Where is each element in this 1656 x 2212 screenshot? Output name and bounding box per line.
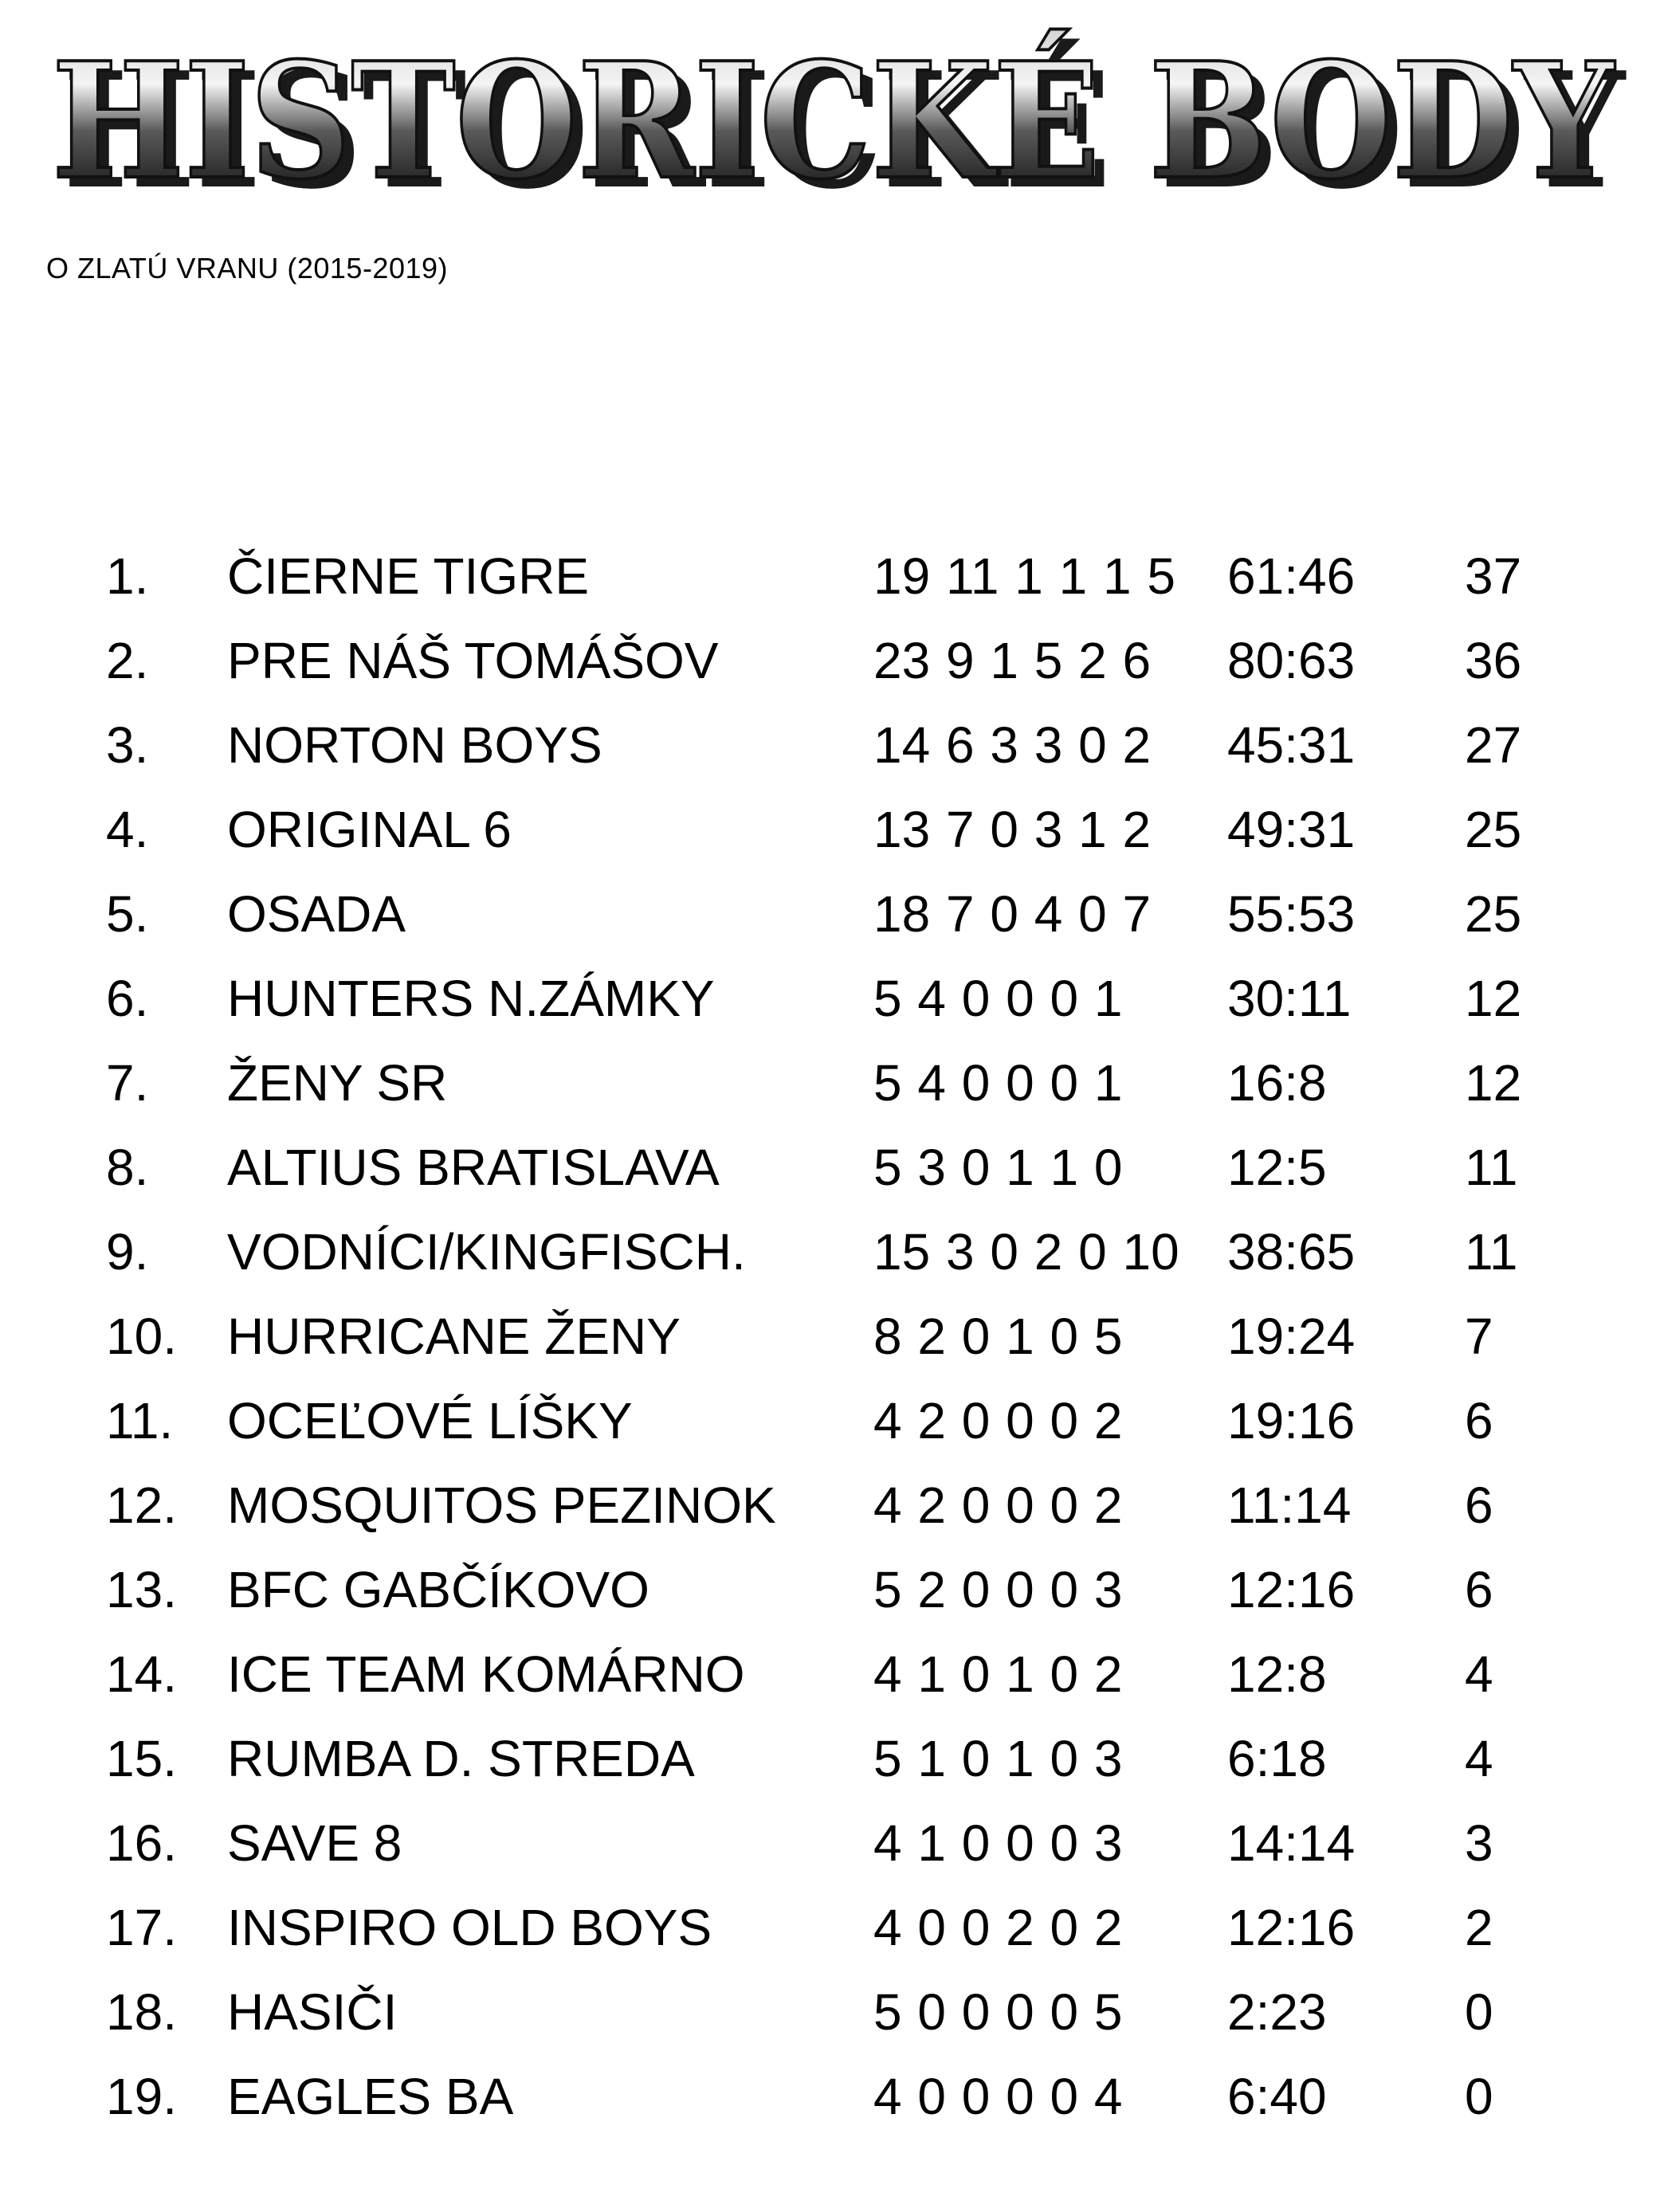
table-row (0, 872, 1656, 956)
points-cell: 11 (1465, 1223, 1518, 1281)
match-stats: 14 6 3 3 0 2 (873, 716, 1152, 774)
points-cell: 6 (1465, 1561, 1493, 1618)
goal-score: 14:14 (1227, 1814, 1356, 1872)
rank-cell: 11. (106, 1392, 174, 1449)
table-row (0, 534, 1656, 618)
rank-cell: 9. (106, 1223, 149, 1281)
table-row (0, 1970, 1656, 2054)
table-row (0, 1463, 1656, 1547)
table-row (0, 1885, 1656, 1970)
table-row (0, 1125, 1656, 1210)
table-row (0, 1716, 1656, 1801)
title-wordart-shadow: HISTORICKÉ BODY (63, 37, 1627, 225)
points-cell: 12 (1465, 1054, 1522, 1112)
team-name: OSADA (227, 885, 406, 943)
rank-cell: 19. (106, 2068, 177, 2125)
table-row (0, 1210, 1656, 1294)
points-cell: 0 (1465, 2068, 1493, 2125)
subtitle: O ZLATÚ VRANU (2015-2019) (46, 252, 449, 284)
goal-score: 6:40 (1227, 2068, 1327, 2125)
table-row (0, 1547, 1656, 1632)
rank-cell: 7. (106, 1054, 149, 1112)
rank-cell: 6. (106, 970, 149, 1027)
points-cell: 27 (1465, 716, 1522, 774)
rank-cell: 13. (106, 1561, 177, 1618)
goal-score: 12:16 (1227, 1561, 1356, 1618)
team-name: HURRICANE ŽENY (227, 1308, 681, 1365)
team-name: SAVE 8 (227, 1814, 402, 1872)
team-name: ALTIUS BRATISLAVA (227, 1139, 720, 1196)
match-stats: 4 1 0 0 0 3 (873, 1814, 1123, 1872)
rank-cell: 17. (106, 1899, 177, 1956)
table-row (0, 1294, 1656, 1379)
match-stats: 5 4 0 0 0 1 (873, 1054, 1123, 1112)
table-row (0, 1379, 1656, 1463)
match-stats: 13 7 0 3 1 2 (873, 801, 1152, 858)
table-row (0, 1801, 1656, 1885)
team-name: EAGLES BA (227, 2068, 514, 2125)
goal-score: 12:5 (1227, 1139, 1327, 1196)
goal-score: 38:65 (1227, 1223, 1356, 1281)
team-name: ICE TEAM KOMÁRNO (227, 1645, 745, 1703)
points-cell: 37 (1465, 547, 1522, 605)
rank-cell: 18. (106, 1983, 177, 2041)
team-name: RUMBA D. STREDA (227, 1730, 695, 1787)
team-name: NORTON BOYS (227, 716, 602, 774)
rank-cell: 12. (106, 1477, 177, 1534)
team-name: BFC GABČÍKOVO (227, 1561, 649, 1618)
team-name: PRE NÁŠ TOMÁŠOV (227, 632, 719, 689)
points-cell: 36 (1465, 632, 1522, 689)
rank-cell: 14. (106, 1645, 177, 1703)
team-name: HUNTERS N.ZÁMKY (227, 970, 715, 1027)
table-row (0, 2054, 1656, 2139)
goal-score: 12:16 (1227, 1899, 1356, 1956)
match-stats: 8 2 0 1 0 5 (873, 1308, 1123, 1365)
match-stats: 4 1 0 1 0 2 (873, 1645, 1123, 1703)
match-stats: 4 2 0 0 0 2 (873, 1392, 1123, 1449)
table-row (0, 956, 1656, 1041)
goal-score: 11:14 (1227, 1477, 1352, 1534)
rank-cell: 5. (106, 885, 149, 943)
match-stats: 15 3 0 2 0 10 (873, 1223, 1179, 1281)
rank-cell: 3. (106, 716, 149, 774)
points-cell: 25 (1465, 885, 1522, 943)
points-cell: 6 (1465, 1477, 1493, 1534)
goal-score: 80:63 (1227, 632, 1356, 689)
match-stats: 4 2 0 0 0 2 (873, 1477, 1123, 1534)
rank-cell: 2. (106, 632, 149, 689)
rank-cell: 16. (106, 1814, 177, 1872)
match-stats: 4 0 0 2 0 2 (873, 1899, 1123, 1956)
goal-score: 19:16 (1227, 1392, 1356, 1449)
match-stats: 4 0 0 0 0 4 (873, 2068, 1123, 2125)
rank-cell: 1. (106, 547, 149, 605)
goal-score: 30:11 (1227, 970, 1352, 1027)
match-stats: 5 0 0 0 0 5 (873, 1983, 1123, 2041)
title-banner (40, 8, 1627, 225)
match-stats: 18 7 0 4 0 7 (873, 885, 1152, 943)
goal-score: 45:31 (1227, 716, 1356, 774)
team-name: VODNÍCI/KINGFISCH. (227, 1223, 746, 1281)
match-stats: 5 4 0 0 0 1 (873, 970, 1123, 1027)
team-name: INSPIRO OLD BOYS (227, 1899, 712, 1956)
team-name: ORIGINAL 6 (227, 801, 512, 858)
table-row (0, 1632, 1656, 1716)
rank-cell: 10. (106, 1308, 177, 1365)
title-wordart (40, 8, 1627, 225)
goal-score: 2:23 (1227, 1983, 1327, 2041)
rank-cell: 15. (106, 1730, 177, 1787)
team-name: OCEĽOVÉ LÍŠKY (227, 1392, 633, 1449)
team-name: MOSQUITOS PEZINOK (227, 1477, 776, 1534)
table-row (0, 703, 1656, 787)
match-stats: 23 9 1 5 2 6 (873, 632, 1152, 689)
match-stats: 5 3 0 1 1 0 (873, 1139, 1123, 1196)
points-cell: 12 (1465, 970, 1522, 1027)
team-name: ČIERNE TIGRE (227, 547, 589, 605)
goal-score: 12:8 (1227, 1645, 1327, 1703)
table-row (0, 787, 1656, 872)
match-stats: 5 1 0 1 0 3 (873, 1730, 1123, 1787)
points-cell: 4 (1465, 1730, 1493, 1787)
points-cell: 25 (1465, 801, 1522, 858)
points-cell: 0 (1465, 1983, 1493, 2041)
points-cell: 6 (1465, 1392, 1493, 1449)
points-cell: 4 (1465, 1645, 1493, 1703)
rank-cell: 4. (106, 801, 149, 858)
table-row (0, 618, 1656, 703)
goal-score: 61:46 (1227, 547, 1356, 605)
team-name: HASIČI (227, 1983, 398, 2041)
goal-score: 55:53 (1227, 885, 1356, 943)
points-cell: 11 (1465, 1139, 1518, 1196)
table-row (0, 1041, 1656, 1125)
points-cell: 3 (1465, 1814, 1493, 1872)
goal-score: 6:18 (1227, 1730, 1327, 1787)
goal-score: 19:24 (1227, 1308, 1356, 1365)
title-wordart-text: HISTORICKÉ BODY (52, 28, 1615, 215)
rank-cell: 8. (106, 1139, 149, 1196)
goal-score: 16:8 (1227, 1054, 1327, 1112)
match-stats: 5 2 0 0 0 3 (873, 1561, 1123, 1618)
goal-score: 49:31 (1227, 801, 1356, 858)
match-stats: 19 11 1 1 1 5 (873, 547, 1175, 605)
team-name: ŽENY SR (227, 1054, 448, 1112)
points-cell: 7 (1465, 1308, 1493, 1365)
standings-table (0, 534, 1656, 2139)
points-cell: 2 (1465, 1899, 1493, 1956)
